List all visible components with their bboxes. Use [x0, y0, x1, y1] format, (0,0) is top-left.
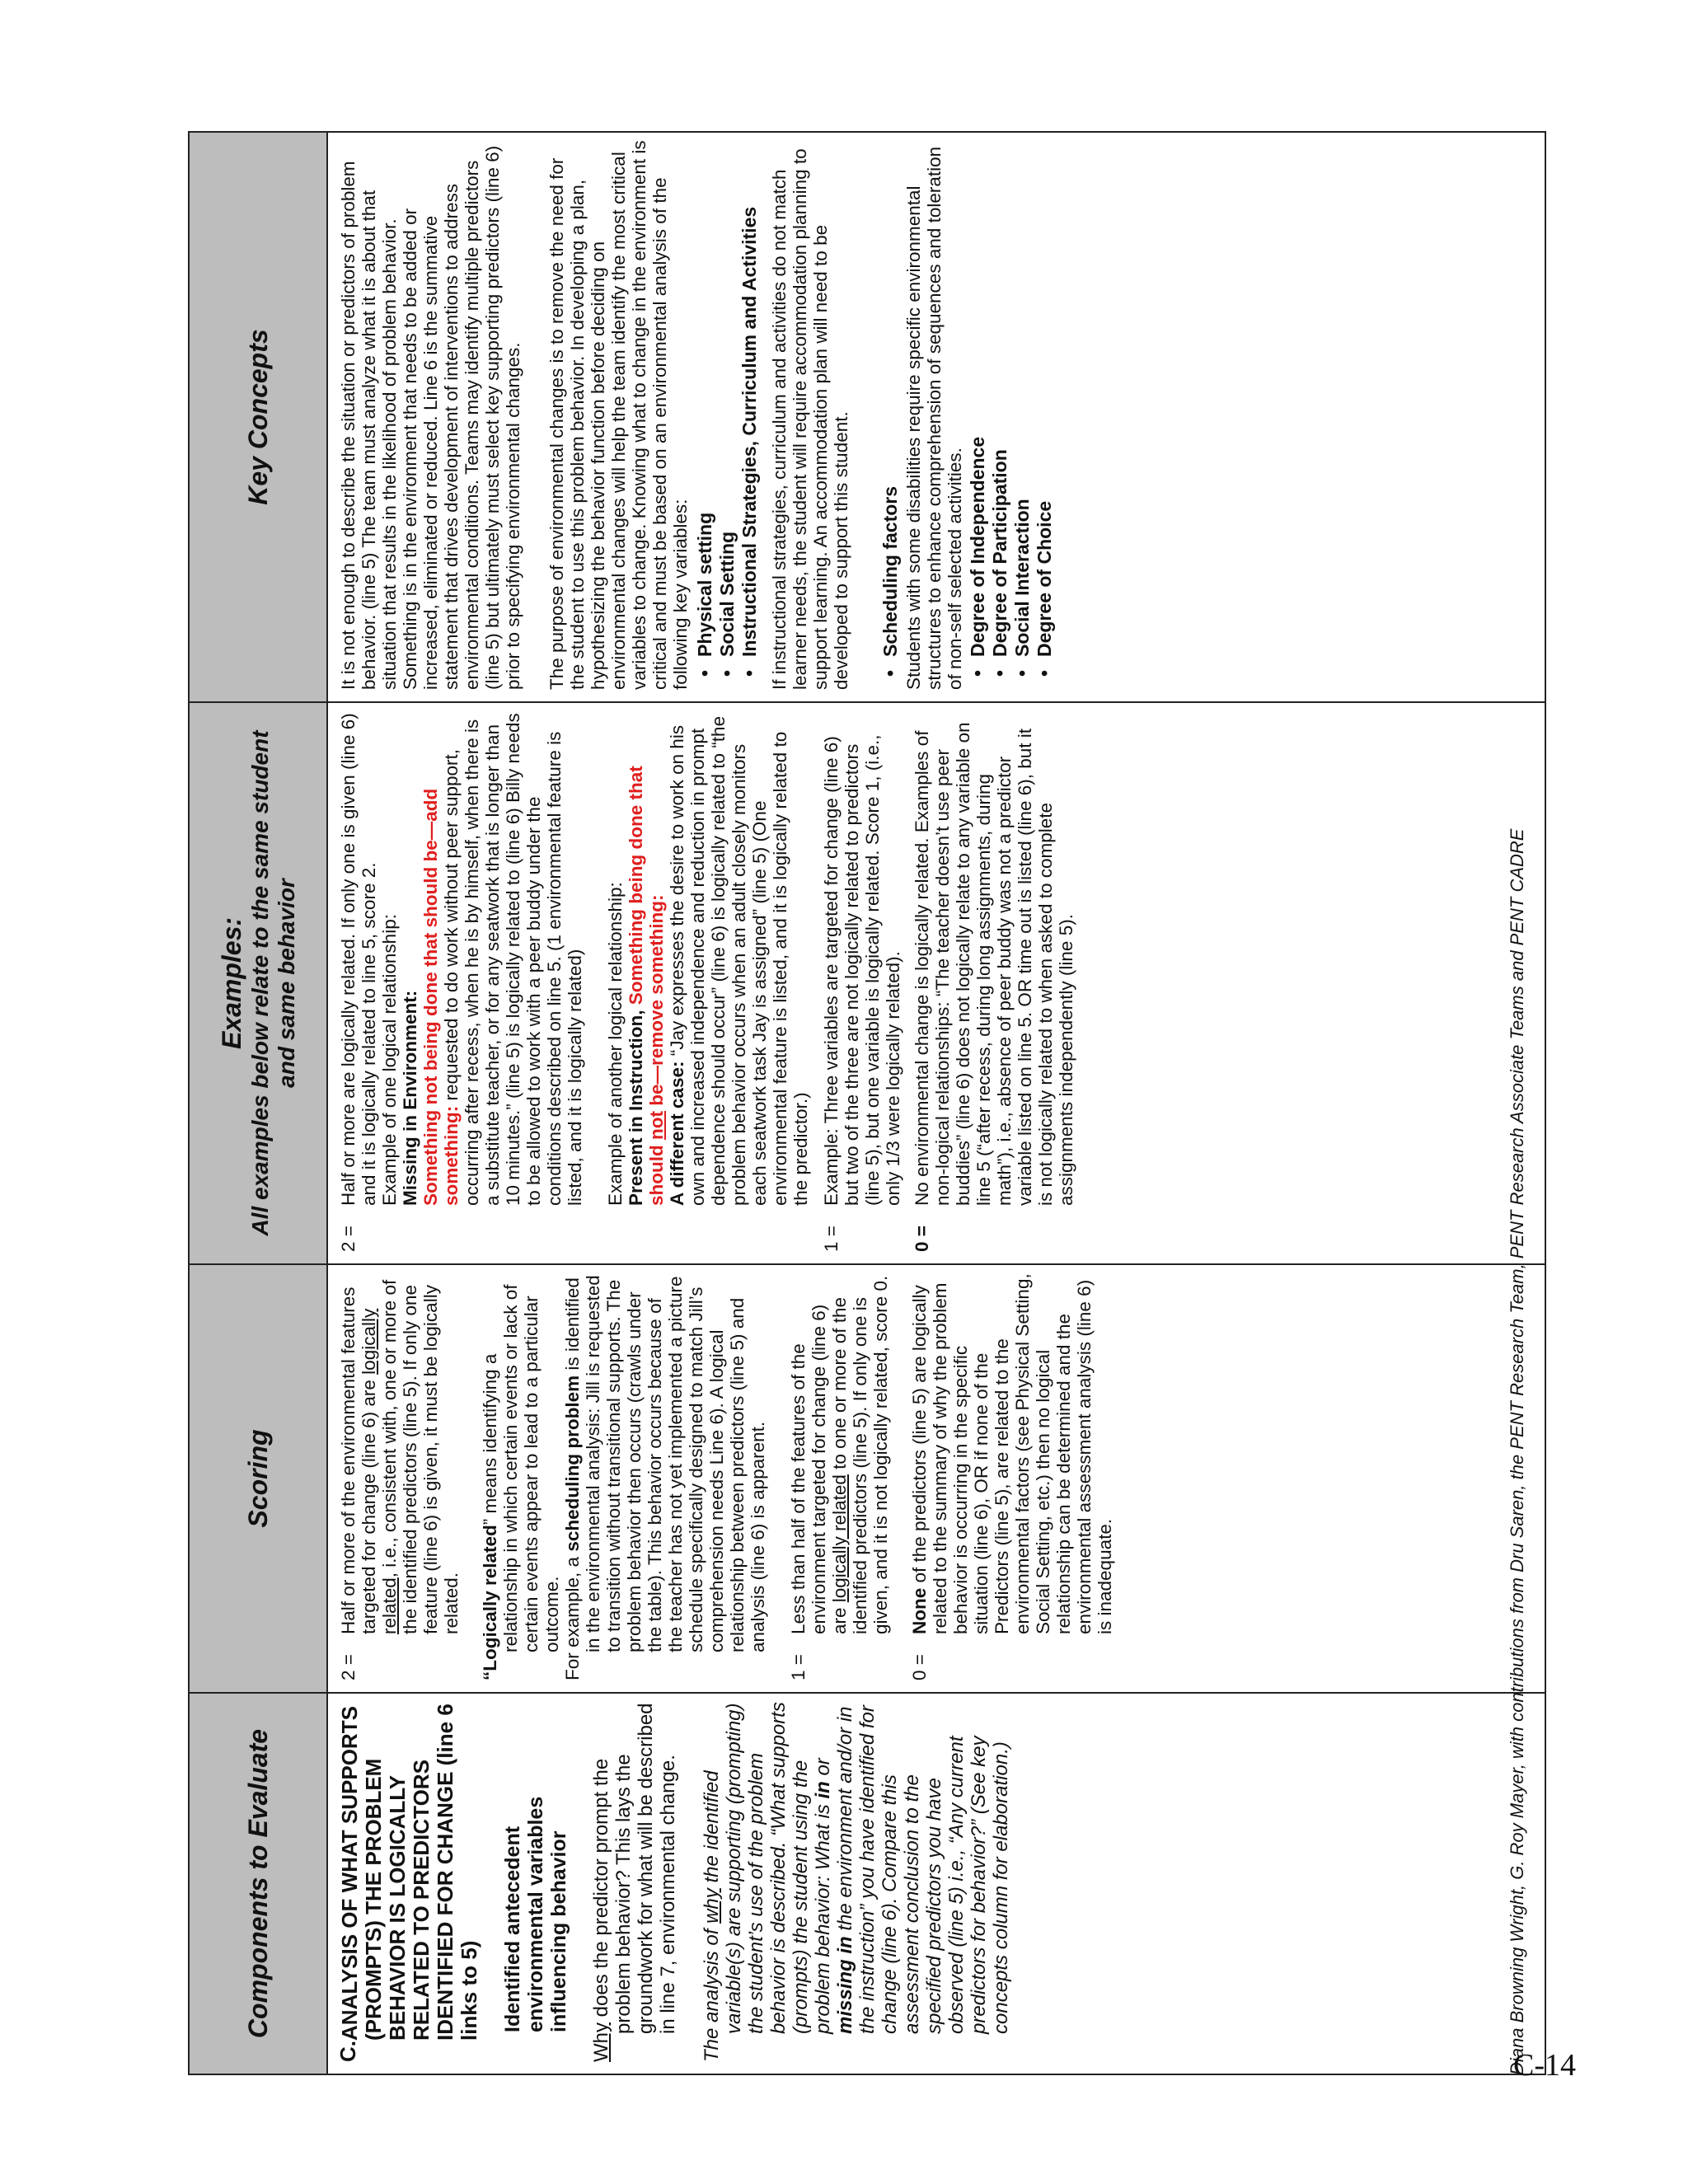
header-examples: Examples: All examples below relate to the same student and same behavior [189, 702, 327, 1264]
key-concepts-p1: It is not enough to describe the situation or predictors of problem behavior. (line 5) The team must analyze what it is about that situation that results in the likelihood of problem behavior. Something is in the environment that needs to be added or increased, eliminated or reduced. Line 6 is the summative statement that drives development of interventions to address environmental conditions. Teams may identify multiple predictors (line 5) but ultimately must select key supporting predictors (line 6) prior to specifying environmental changes. [338, 145, 523, 690]
footer-credits: Diana Browning Wright, G. Roy Mayer, with contributions from Dru Saren, the PENT Research Team, PENT Research Associate Teams and PENT CADRE [1507, 828, 1527, 2075]
list-item: • Degree of Choice [1034, 500, 1055, 677]
components-cell [327, 1693, 1545, 2074]
example-0: 0 = No environmental change is logically related. Examples of non-logical relationships: “The teacher doesn’t use peer buddies” (line 6) does not logically relate to any variable on line 5 (“after recess, during long assignments, during math”), i.e., absence of peer buddy was not a predictor variable listed on line 5. OR time out is listed (line 6), but it is not logically related to when asked to complete assignments independently (line 5). [912, 722, 1076, 1252]
evaluation-table [188, 131, 1546, 2075]
list-item: • Degree of Participation [989, 449, 1010, 677]
section-heading: C. ANALYSIS OF WHAT SUPPORTS (PROMPTS) THE PROBLEM BEHAVIOR IS LOGICALLY RELATED TO PREDICTORS IDENTIFIED FOR CHANGE (line 6 links to 5) [335, 1704, 481, 2062]
header-components: Components to Evaluate [189, 1693, 327, 2074]
list-item: • Degree of Independence [967, 436, 988, 677]
key-concepts-cell [327, 132, 1545, 702]
subhead: Identified antecedent environmental variables influencing behavior [501, 1796, 570, 2032]
score-0: 0 = None of the predictors (line 5) are logically related to the summary of why the problem behavior is occurring in the specific situation (line 6), OR if none of the Predictors (line 5), are related to the environmental factors (see Physical Setting, Social Setting, etc.) then no logical relationship can be determined and the environmental assessment analysis (line 6) is inadequate. [909, 1273, 1115, 1680]
example-1: 1 = Example: Three variables are targeted for change (line 6) but two of the three are not logically related to predictors (line 5), but one variable is logically related. Score 1, (i.e., only 1/3 were logically related). [821, 734, 903, 1252]
key-concepts-p4: Students with some disabilities require specific environmental structures to enhance comprehension of sequences and toleration of non-self selected activities. [903, 146, 965, 690]
header-scoring: Scoring [189, 1264, 327, 1693]
analysis-paragraph: The analysis of why the identified variable(s) are supporting (prompting) the student’s use of the problem behavior is described. “What supports (prompts) the student using the problem behavior: What is in or missing in the environment and/or in the instruction” you have identified for change (line 6). Compare this assessment conclusion to the specified predictors you have observed (line 5) i.e., “Any current predictors for behavior?” (See key concepts column for elaboration.) [701, 1702, 1012, 2062]
list-item: • Scheduling factors [879, 485, 901, 677]
key-variables-list [694, 136, 761, 690]
score-1: 1 = Less than half of the features of the environment targeted for change (line 6) are logically related to one or more of the identified predictors (line 5). If only one is given, and it is not logically related, score 0. [788, 1275, 891, 1680]
rotated-table-page [188, 133, 1546, 2075]
logically-related-definition: “Logically related” means identifying a relationship in which certain events or lack of certain events appear to lead to a particular outcome. [480, 1284, 562, 1680]
header-key-concepts: Key Concepts [189, 132, 327, 702]
examples-cell [327, 702, 1545, 1264]
page-number: C-14 [1513, 2048, 1576, 2083]
scoring-cell [327, 1264, 1545, 1693]
score-2: 2 = Half or more of the environmental features targeted for change (line 6) are logically related, i.e., consistent with, one or more of the identified predictors (line 5). If only one feature (line 6) is given, it must be logically related. [338, 1279, 462, 1680]
list-item: • Social Setting [716, 531, 738, 677]
list-item: • Instructional Strategies, Curriculum and Activities [738, 206, 760, 677]
scoring-example: For example, a scheduling problem is identified in the environmental analysis: Jill is requested to transition without transitional supports. The problem behavior then occurs (crawls under the table). This behavior occurs because of the teacher has not yet implemented a picture schedule specifically designed to match Jill’s comprehension needs Line 6). A logical relationship between predictors (line 5) and analysis (line 6) is apparent. [562, 1275, 768, 1680]
list-item: • Physical setting [694, 512, 715, 677]
list-item: • Social Interaction [1011, 499, 1033, 677]
key-concepts-p3: If instructional strategies, curriculum and activities do not match learner needs, the student will require accommodation planning to support learning. An accommodation plan will need to be developed to support this student. [769, 148, 851, 690]
degree-list [967, 136, 1056, 690]
scheduling-list [879, 136, 902, 690]
why-paragraph: Why does the predictor prompt the problem behavior? This lays the groundwork for what will be described in line 7, environmental change. [590, 1703, 679, 2062]
example-2: 2 = Half or more are logically related. If only one is given (line 6) and it is logically related to line 5, score 2. Example of one logical relationship: Missing in Environment: Something not being done that should be—add something: requested to do work without peer support, occurring after recess, when he is by himself, when there is a substitute teacher, or for any seatwork that is longer than 10 minutes.” (line 5) is logically related to (line 6) Billy needs to be allowed to work with a peer buddy under the conditions described on line 5. (1 environmental feature is listed, and it is logically related) Example of another logical relationship: Present in Instruction, Something being done that should not be—remove something: A different case: “Jay expresses the desire to work on his own and increased independence and reduction in prompt dependence should occur” (line 6) is logically related to “the problem behavior occurs when an adult closely monitors each seatwork task Jay is assigned” (line 5) (One environmental feature is listed, and it is logically related to the predictor.) [338, 713, 811, 1252]
key-concepts-p2: The purpose of environmental changes is to remove the need for the student to use this problem behavior. In developing a plan, hypothesizing the behavior function before deciding on environmental changes will help the team identify the most critical variables to change. Knowing what to change in the environment is critical and must be based on an environmental analysis of the following key variables: [546, 140, 691, 690]
